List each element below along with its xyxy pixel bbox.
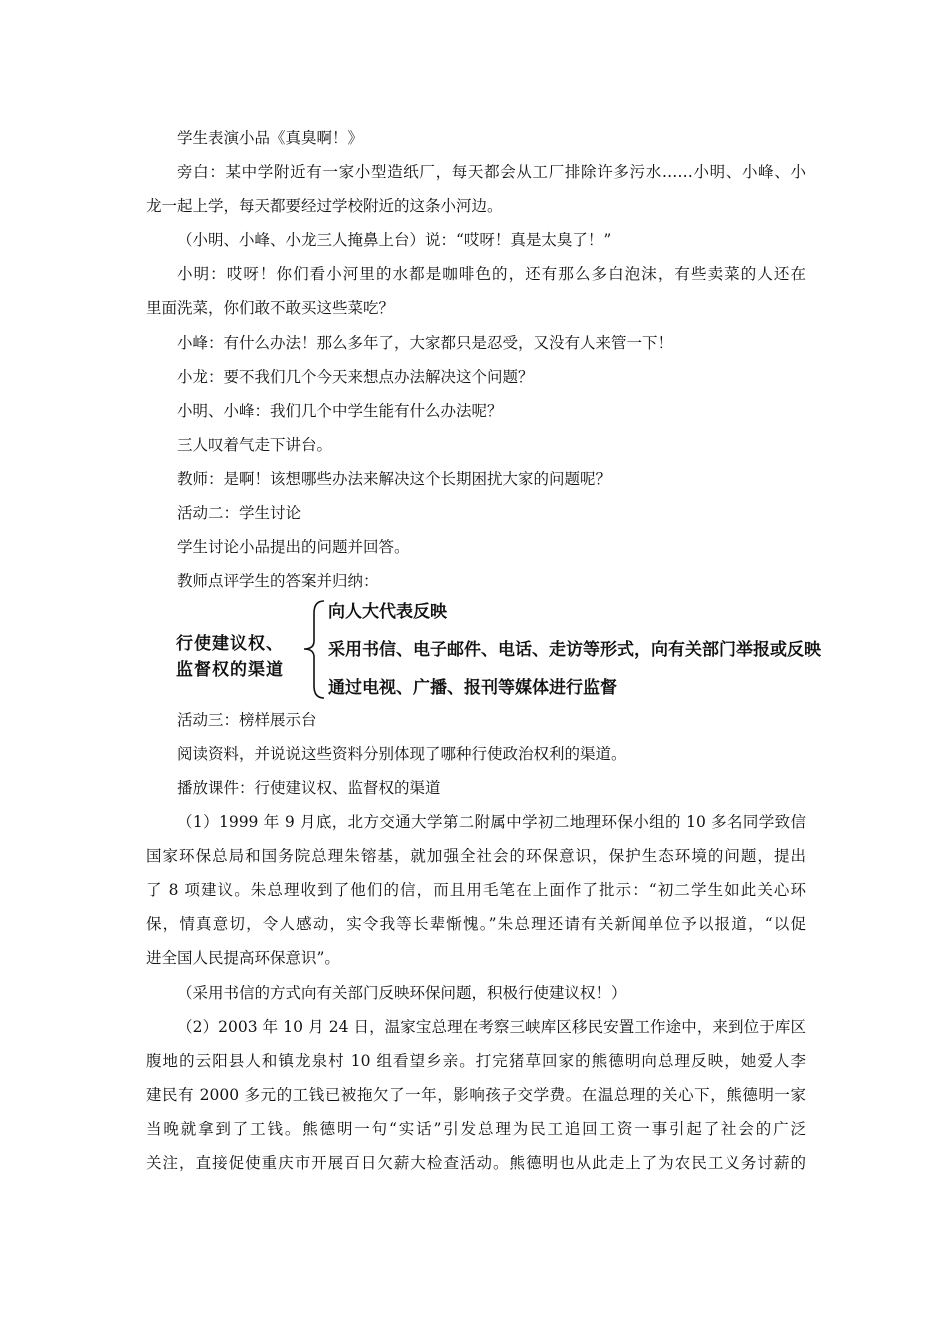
paragraph-line: 小龙：要不我们几个今天来想点办法解决这个问题？ <box>177 368 534 386</box>
paragraph-line: 里面洗菜，你们敢不敢买这些菜吃？ <box>146 299 395 317</box>
diagram-branch-2: 采用书信、电子邮件、电话、走访等形式，向有关部门举报或反映 <box>328 640 821 660</box>
paragraph-line: 小峰：有什么办法！那么多年了，大家都只是忍受，又没有人来管一下！ <box>177 334 674 352</box>
paragraph-line: 保，情真意切，令人感动，实令我等长辈惭愧。”朱总理还请有关新闻单位予以报道，“以促 <box>146 915 806 933</box>
paragraph-line: （小明、小峰、小龙三人掩鼻上台）说：“哎呀！真是太臭了！” <box>177 231 612 249</box>
paragraph-line: 关注，直接促使重庆市开展百日欠薪大检查活动。熊德明也从此走上了为农民工义务讨薪的 <box>146 1154 806 1172</box>
activity-heading: 活动三：榜样展示台 <box>177 711 317 729</box>
paragraph-line: 龙一起上学，每天都要经过学校附近的这条小河边。 <box>146 197 503 215</box>
paragraph-line: （2）2003 年 10 月 24 日，温家宝总理在考察三峡库区移民安置工作途中，来到位于库区 <box>177 1018 806 1036</box>
paragraph-line: 国家环保总局和国务院总理朱镕基，就加强全社会的环保意识，保护生态环境的问题，提出 <box>146 847 806 865</box>
diagram-root-label <box>176 631 284 683</box>
diagram-branch-3: 通过电视、广播、报刊等媒体进行监督 <box>328 678 617 698</box>
paragraph-line: 小明：哎呀！你们看小河里的水都是咖啡色的，还有那么多白泡沫，有些卖菜的人还在 <box>177 265 806 283</box>
paragraph-line: 阅读资料，并说说这些资料分别体现了哪种行使政治权利的渠道。 <box>177 745 627 763</box>
paragraph-line: 小明、小峰：我们几个中学生能有什么办法呢？ <box>177 402 503 420</box>
paragraph-line: 学生讨论小品提出的问题并回答。 <box>177 538 410 556</box>
paragraph-line: 建民有 2000 多元的工钱已被拖欠了一年，影响孩子交学费。在温总理的关心下，熊德明一家 <box>146 1086 806 1104</box>
channels-brace-diagram <box>176 597 866 702</box>
diagram-root-line: 行使建议权、 <box>176 634 284 654</box>
diagram-branch-1: 向人大代表反映 <box>328 602 447 622</box>
curly-brace-icon <box>294 597 328 702</box>
activity-heading: 活动二：学生讨论 <box>177 504 302 522</box>
diagram-root-line: 监督权的渠道 <box>176 660 284 680</box>
paragraph-line: 腹地的云阳县人和镇龙泉村 10 组看望乡亲。打完猪草回家的熊德明向总理反映，她爱人李 <box>146 1052 806 1070</box>
paragraph-line: 进全国人民提高环保意识”。 <box>146 949 340 967</box>
paragraph-line: 当晚就拿到了工钱。熊德明一句“实话”引发总理为民工追回工资一事引起了社会的广泛 <box>146 1120 806 1138</box>
paragraph-line: 了 8 项建议。朱总理收到了他们的信，而且用毛笔在上面作了批示：“初二学生如此关心环 <box>146 881 806 899</box>
paragraph-line: 播放课件：行使建议权、监督权的渠道 <box>177 779 441 797</box>
paragraph-line: 三人叹着气走下讲台。 <box>177 436 333 454</box>
skit-title: 学生表演小品《真臭啊！》 <box>177 129 364 147</box>
paragraph-line: （采用书信的方式向有关部门反映环保问题，积极行使建议权！） <box>177 984 627 1002</box>
paragraph-line: 教师：是啊！该想哪些办法来解决这个长期困扰大家的问题呢？ <box>177 470 612 488</box>
paragraph-line: 教师点评学生的答案并归纳： <box>177 572 379 590</box>
paragraph-line: 旁白：某中学附近有一家小型造纸厂，每天都会从工厂排除许多污水……小明、小峰、小 <box>177 163 806 181</box>
paragraph-line: （1）1999 年 9 月底，北方交通大学第二附属中学初二地理环保小组的 10 多名同学致信 <box>177 813 806 831</box>
